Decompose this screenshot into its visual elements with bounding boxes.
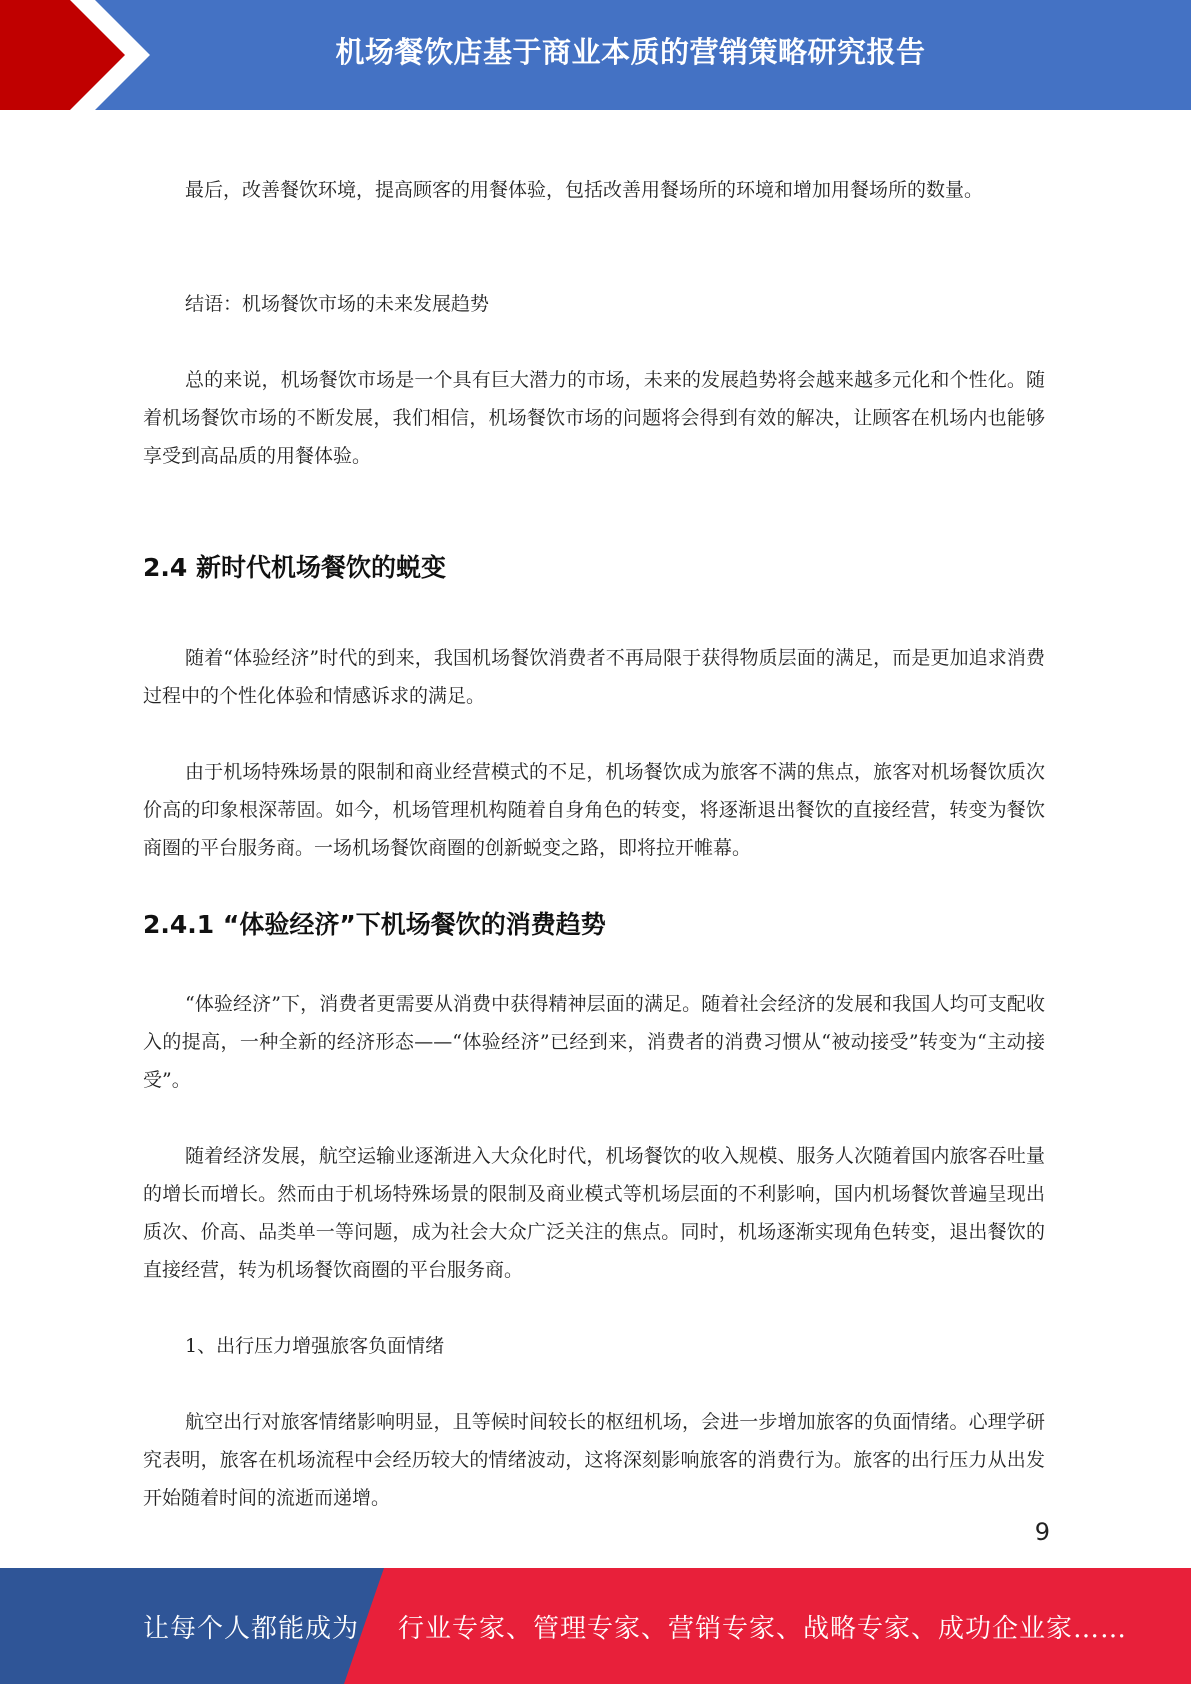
section-heading-2-4-1: 2.4.1 “体验经济”下机场餐饮的消费趋势 [143,910,606,939]
document-title: 机场餐饮店基于商业本质的营销策略研究报告 [335,34,926,69]
page-number: 9 [1034,1518,1050,1546]
paragraph-improve-environment: 最后，改善餐饮环境，提高顾客的用餐体验，包括改善用餐场所的环境和增加用餐场所的数量。 [185,179,984,201]
paragraph-experience-economy-intro: 随着“体验经济”时代的到来，我国机场餐饮消费者不再局限于获得物质层面的满足，而是更加追求消费过程中的个性化体验和情感诉求的满足。 [143,647,1045,707]
footer-slogan-right: 行业专家、管理专家、营销专家、战略专家、成功企业家…… [398,1613,1128,1644]
paragraph-airport-limits: 由于机场特殊场景的限制和商业经营模式的不足，机场餐饮成为旅客不满的焦点，旅客对机场餐饮质次价高的印象根深蒂固。如今，机场管理机构随着自身角色的转变，将逐渐退出餐饮的直接经营，转变为餐饮商圈的平台服务商。一场机场餐饮商圈的创新蜕变之路，即将拉开帷幕。 [143,761,1045,859]
page-header [0,0,1191,110]
paragraph-economic-development: 随着经济发展，航空运输业逐渐进入大众化时代，机场餐饮的收入规模、服务人次随着国内旅客吞吐量的增长而增长。然而由于机场特殊场景的限制及商业模式等机场层面的不利影响，国内机场餐饮普遍呈现出质次、价高、品类单一等问题，成为社会大众广泛关注的焦点。同时，机场逐渐实现角色转变，退出餐饮的直接经营，转为机场餐饮商圈的平台服务商。 [143,1145,1045,1281]
paragraph-experience-economy: “体验经济”下，消费者更需要从消费中获得精神层面的满足。随着社会经济的发展和我国人均可支配收入的提高，一种全新的经济形态——“体验经济”已经到来，消费者的消费习惯从“被动接受”转变为“主动接受”。 [143,993,1045,1091]
paragraph-travel-pressure-heading: 1、出行压力增强旅客负面情绪 [185,1335,445,1357]
paragraph-travel-emotion: 航空出行对旅客情绪影响明显，且等候时间较长的枢纽机场，会进一步增加旅客的负面情绪。心理学研究表明，旅客在机场流程中会经历较大的情绪波动，这将深刻影响旅客的消费行为。旅客的出行压力从出发开始随着时间的流逝而递增。 [143,1411,1045,1509]
paragraph-conclusion-heading: 结语：机场餐饮市场的未来发展趋势 [185,293,490,315]
section-heading-2-4: 2.4 新时代机场餐饮的蜕变 [143,553,446,582]
page-footer [0,1568,1191,1684]
footer-slogan-left: 让每个人都能成为 [143,1613,360,1644]
paragraph-summary: 总的来说，机场餐饮市场是一个具有巨大潜力的市场，未来的发展趋势将会越来越多元化和个性化。随着机场餐饮市场的不断发展，我们相信，机场餐饮市场的问题将会得到有效的解决，让顾客在机场内也能够享受到高品质的用餐体验。 [143,369,1045,467]
header-chevron-decoration [0,0,160,110]
